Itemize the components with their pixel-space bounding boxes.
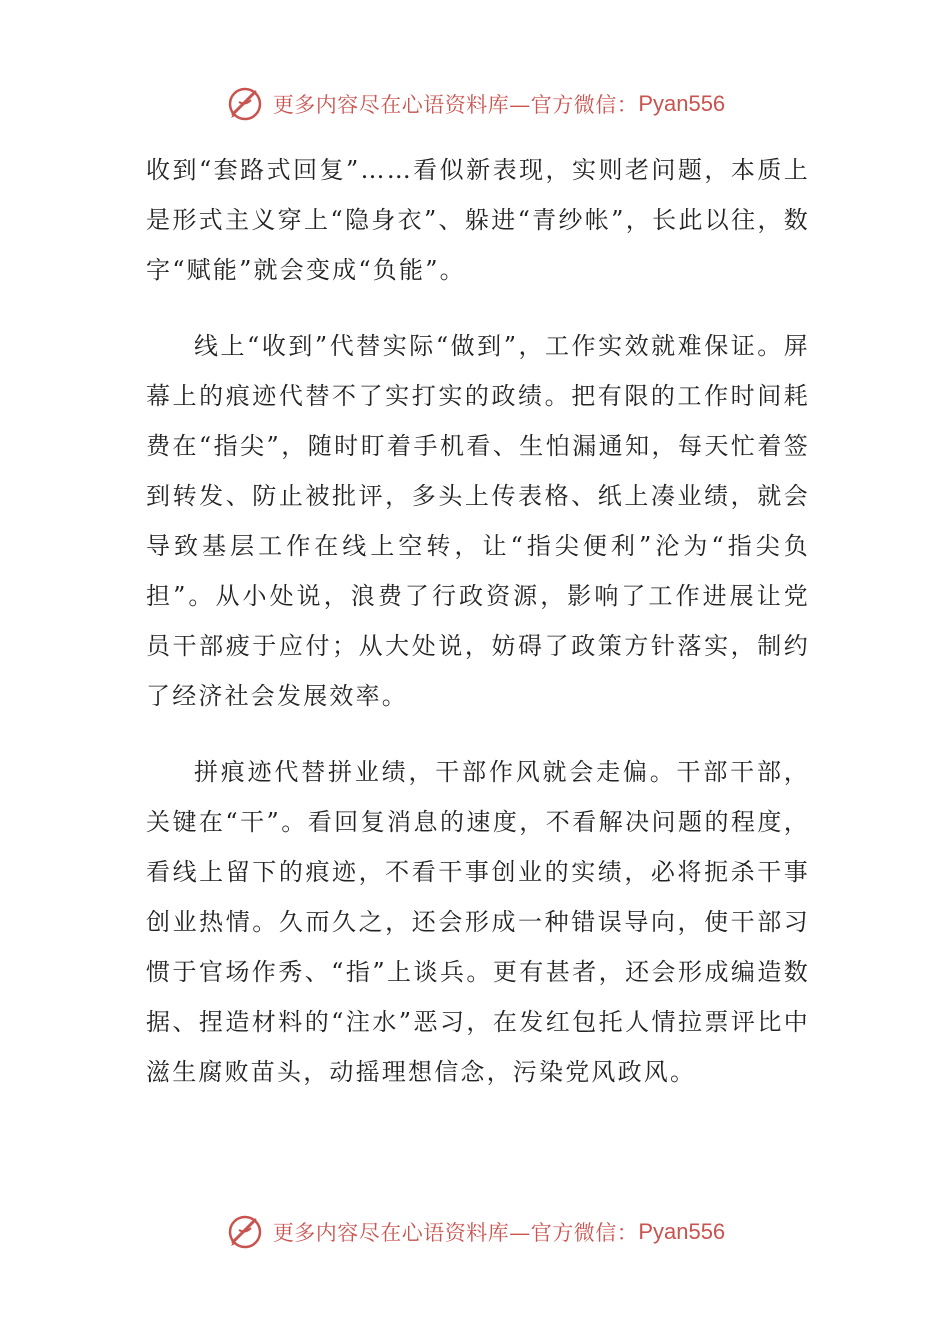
document-body (146, 145, 810, 1097)
paragraph: 拼痕迹代替拼业绩，干部作风就会走偏。干部干部，关键在“干”。看回复消息的速度，不看解决问题的程度，看线上留下的痕迹，不看干事创业的实绩，必将扼杀干事创业热情。久而久之，还会形成一种错误导向，使干部习惯于官场作秀、“指”上谈兵。更有甚者，还会形成编造数据、捏造材料的“注水”恶习，在发红包托人情拉票评比中滋生腐败苗头，动摇理想信念，污染党风政风。 (146, 758, 810, 1086)
watermark-wechat-id: Pyan556 (638, 1219, 726, 1244)
paragraph-gap (146, 295, 810, 321)
pen-seal-icon (225, 84, 265, 124)
pen-seal-icon (225, 1212, 265, 1252)
watermark-wechat-id: Pyan556 (638, 91, 726, 116)
watermark-text: 更多内容尽在心语资料库—官方微信： (272, 93, 639, 117)
header-watermark (0, 82, 950, 126)
footer-watermark (0, 1210, 950, 1254)
watermark-text: 更多内容尽在心语资料库—官方微信： (272, 1221, 639, 1245)
paragraph-continuation: 收到“套路式回复”……看似新表现，实则老问题，本质上是形式主义穿上“隐身衣”、躲进“青纱帐”，长此以往，数字“赋能”就会变成“负能”。 (146, 156, 810, 284)
paragraph-gap (146, 721, 810, 747)
paragraph: 线上“收到”代替实际“做到”，工作实效就难保证。屏幕上的痕迹代替不了实打实的政绩。把有限的工作时间耗费在“指尖”，随时盯着手机看、生怕漏通知，每天忙着签到转发、防止被批评，多头上传表格、纸上凑业绩，就会导致基层工作在线上空转，让“指尖便利”沦为“指尖负担”。从小处说，浪费了行政资源，影响了工作进展让党员干部疲于应付；从大处说，妨碍了政策方针落实，制约了经济社会发展效率。 (146, 332, 810, 710)
